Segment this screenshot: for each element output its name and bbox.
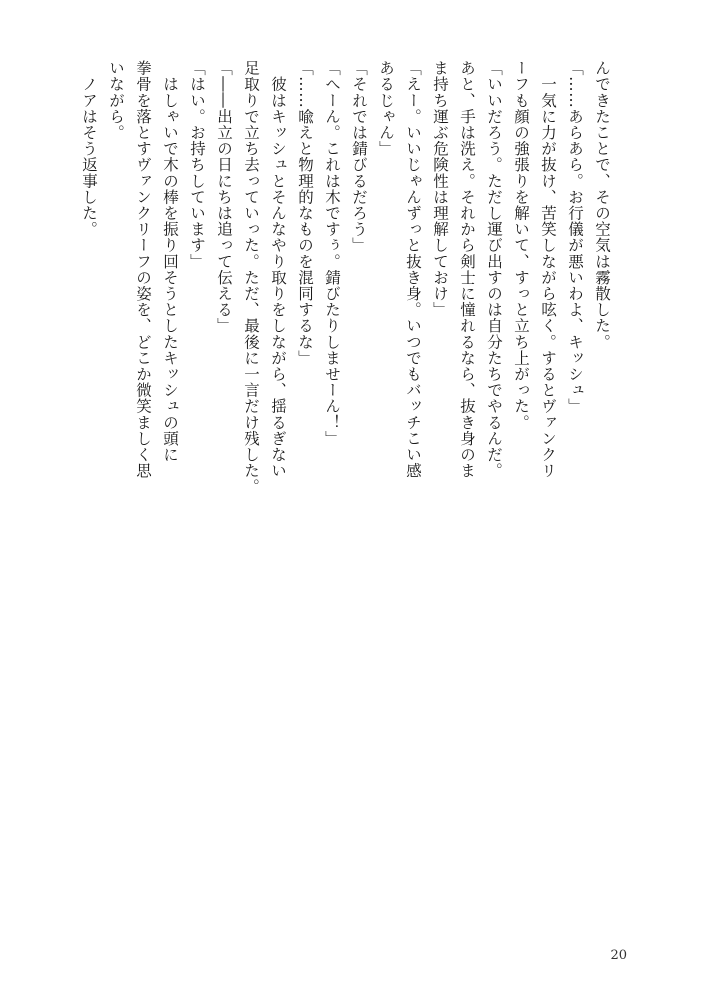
text-line: 足取りで立ち去っていった。ただ、最後に一言だけ残した。 [242,60,260,495]
text-line: いながら。 [107,60,125,141]
vertical-text-block [75,60,615,500]
text-line: 「えー。いいじゃんずっと抜き身。いつでもバッチこい感 [404,60,422,479]
text-line: 「――出立の日にちは追って伝える」 [215,60,233,334]
text-line: 一気に力が抜け、苦笑しながら呟く。するとヴァンクリ [539,60,557,479]
text-line: ーフも顔の強張りを解いて、すっと立ち上がった。 [512,60,530,431]
text-line: 「それでは錆びるだろう」 [350,60,368,254]
text-line: んできたことで、その空気は霧散した。 [593,60,611,350]
text-line: 「いいだろう。ただし運び出すのは自分たちでやるんだ。 [485,60,503,479]
page-number: 20 [610,948,627,963]
text-line: はしゃいで木の棒を振り回そうとしたキッシュの頭に [161,60,179,463]
text-line: 拳骨を落とすヴァンクリーフの姿を、どこか微笑ましく思 [134,60,152,479]
text-line: 「……喩えと物理的なものを混同するな」 [296,60,314,366]
text-line: 「はい。お持ちしています」 [188,60,206,270]
text-line: 「へーん。これは木ですぅ。錆びたりしませーん！」 [323,60,341,447]
text-line: 「……あらあら。お行儀が悪いわよ、キッシュ」 [566,60,584,415]
text-line: あるじゃん」 [377,60,395,157]
text-line: ま持ち運ぶ危険性は理解しておけ」 [431,60,449,318]
text-line: ノアはそう返事した。 [80,60,98,238]
text-line: 彼はキッシュとそんなやり取りをしながら、揺るぎない [269,60,287,479]
text-line: あと、手は洗え。それから剣士に憧れるなら、抜き身のま [458,60,476,479]
